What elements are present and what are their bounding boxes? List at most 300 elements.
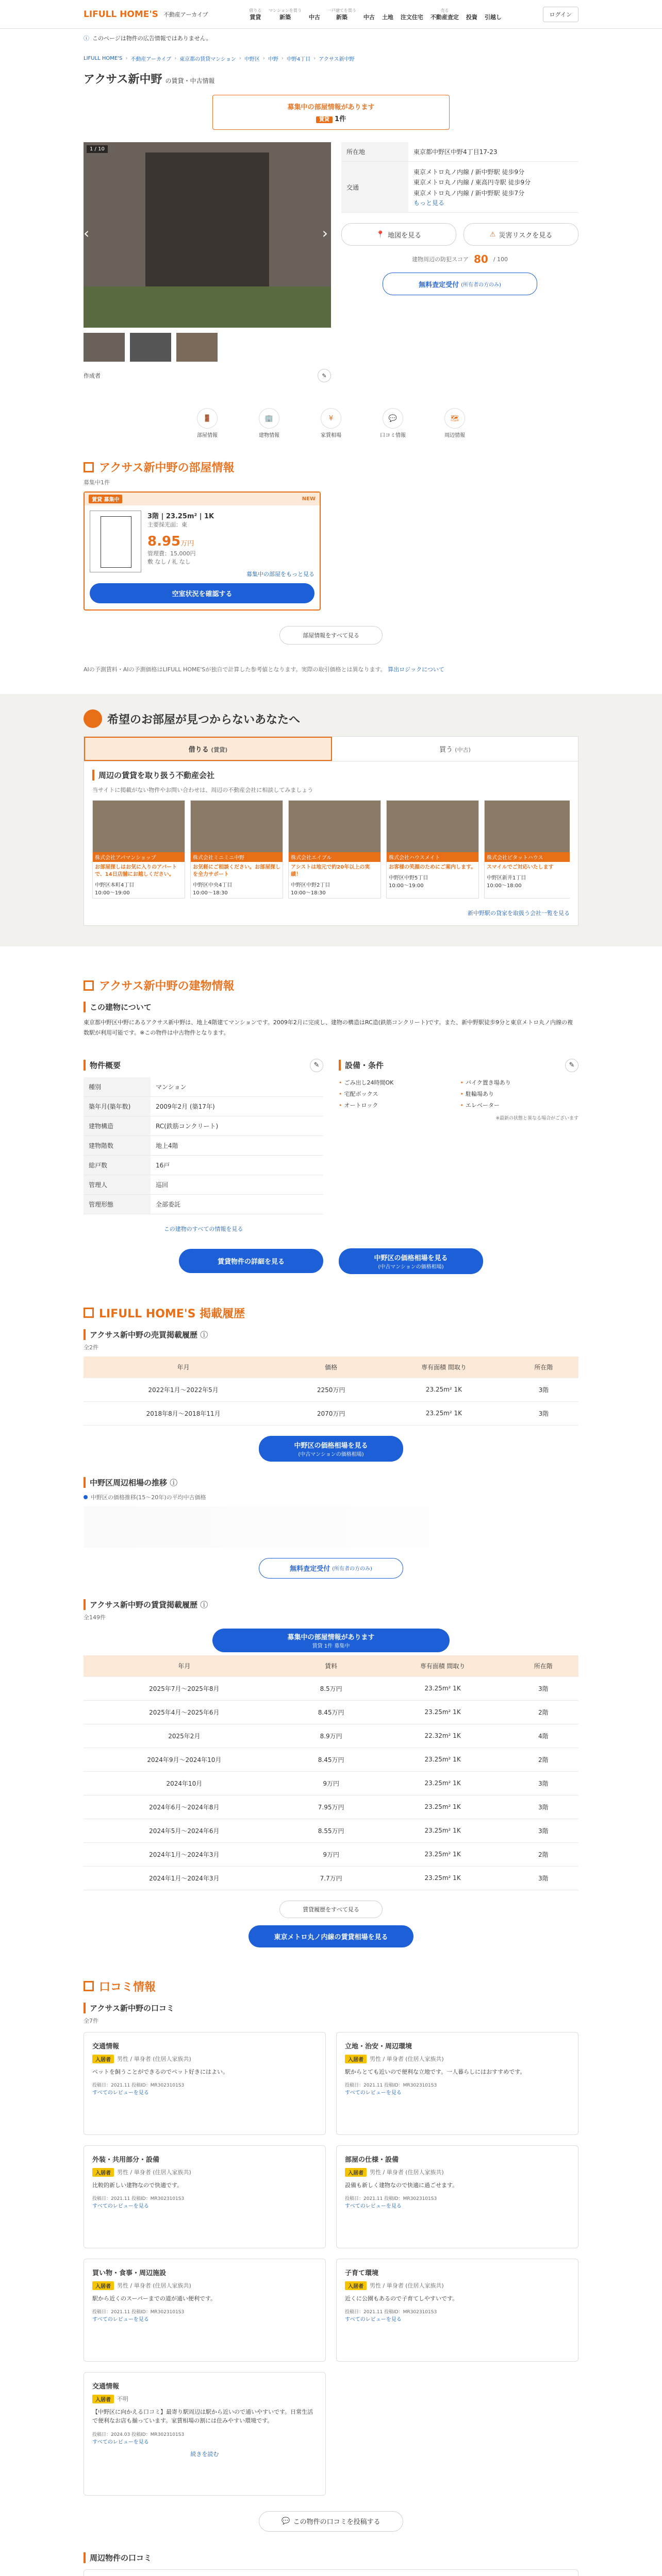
check-vacancy-button[interactable]: 空室状況を確認する bbox=[90, 583, 315, 603]
bullet-icon: • bbox=[339, 1101, 342, 1109]
review-title: 立地・治安・周辺環境 bbox=[345, 2042, 412, 2050]
reviews-subheading: アクサス新中野の口コミ bbox=[84, 2003, 578, 2013]
building-photo[interactable] bbox=[84, 142, 331, 328]
room-mgmt-fee: 管理費：15,000円 bbox=[147, 550, 196, 557]
nav-item[interactable] bbox=[485, 8, 502, 21]
history-icon bbox=[84, 1308, 94, 1318]
review-link[interactable]: すべてのレビューを見る bbox=[345, 2317, 402, 2323]
table-cell: 8.45万円 bbox=[285, 1700, 377, 1724]
review-card bbox=[84, 2032, 326, 2135]
post-review-button[interactable]: 💬 この物件の口コミを投稿する bbox=[259, 2511, 403, 2532]
table-cell: 23.25m² 1K bbox=[379, 1401, 509, 1425]
breadcrumb-separator: › bbox=[281, 56, 284, 61]
table-cell: 23.25m² 1K bbox=[377, 1819, 508, 1842]
breadcrumb-item[interactable]: 中野 bbox=[268, 57, 278, 62]
nav-item-group: 借りる bbox=[249, 8, 262, 13]
review-date: 投稿日：2021.11 投稿ID：MR3023101S3 bbox=[345, 2310, 437, 2315]
rent-history-heading: アクサス新中野の賃貸掲載履歴 ⓘ bbox=[84, 1599, 578, 1610]
agents-list-link[interactable]: 新中野駅の貸家を取扱う会社一覧を見る bbox=[468, 910, 570, 917]
nav-item-label: 新築 bbox=[279, 14, 291, 21]
review-card bbox=[336, 2259, 578, 2362]
overview-row: 管理形態 全部委託 bbox=[84, 1194, 323, 1214]
review-link[interactable]: すべてのレビューを見る bbox=[92, 2439, 149, 2445]
reviewer-tag: 入居者 bbox=[345, 2055, 367, 2063]
trend-heading: 中野区周辺相場の推移 ⓘ bbox=[84, 1477, 578, 1488]
nav-item-group: 売る bbox=[440, 8, 449, 13]
review-date: 投稿日：2024.03 投稿ID：MR3023101S3 bbox=[92, 2432, 185, 2437]
agent-card[interactable] bbox=[190, 800, 283, 899]
review-card bbox=[336, 2145, 578, 2248]
sale-count: 全2件 bbox=[84, 1344, 98, 1351]
table-cell: 7.95万円 bbox=[285, 1795, 377, 1819]
reviewer-info: 男性 / 単身者 (住居人家族共) bbox=[370, 2282, 444, 2290]
overview-row: 建物構造 RC(鉄筋コンクリート) bbox=[84, 1116, 323, 1136]
equipment-list bbox=[339, 1078, 578, 1109]
breadcrumb-separator: › bbox=[239, 56, 241, 61]
sale-area-price-button[interactable]: 中野区の価格相場を見る (中古マンションの価格相場) bbox=[259, 1436, 403, 1462]
agent-hours: 10:00〜19:00 bbox=[95, 890, 130, 896]
table-row bbox=[84, 1748, 578, 1771]
table-row bbox=[84, 1676, 578, 1700]
agent-photo bbox=[93, 801, 185, 852]
building-description: 東京都中野区中野にあるアクサス新中野は、地上4階建てマンションです。2009年2月に完成し、建物の構造はRC造(鉄筋コンクリート)です。また、新中野駅徒歩9分と東京メトロ丸ノ内線の複数駅が利用可能です。※この物件は中古物件となります。 bbox=[84, 1019, 573, 1036]
nav-item-group bbox=[401, 8, 423, 13]
agent-hours: 10:00〜19:00 bbox=[389, 883, 424, 889]
page-title: アクサス新中野 bbox=[84, 73, 162, 86]
comment-icon: 💬 bbox=[282, 2517, 290, 2526]
table-row bbox=[84, 1819, 578, 1842]
breadcrumb-item[interactable]: 不動産アーカイブ bbox=[130, 57, 172, 62]
ai-disclaimer: AIの予測賃料・AIの予測価格はLIFULL HOME'Sが独自で計算した参考値となります。実際の取引価格とは異なります。 bbox=[84, 666, 386, 673]
table-cell: 9万円 bbox=[285, 1771, 377, 1795]
table-row bbox=[84, 1795, 578, 1819]
table-row bbox=[84, 1700, 578, 1724]
next-arrow-icon[interactable]: › bbox=[322, 225, 328, 242]
review-date: 投稿日：2021.11 投稿ID：MR3023101S3 bbox=[345, 2083, 437, 2089]
about-heading: この建物について bbox=[84, 1002, 578, 1012]
more-rooms-link[interactable]: 募集中の部屋をもっと見る bbox=[246, 571, 315, 578]
reviewer-tag: 入居者 bbox=[92, 2168, 114, 2177]
table-cell: 8.55万円 bbox=[285, 1819, 377, 1842]
all-rooms-button[interactable]: 部屋情報をすべて見る bbox=[279, 626, 383, 645]
breadcrumb-separator: › bbox=[174, 56, 177, 61]
table-cell: 8.5万円 bbox=[285, 1676, 377, 1700]
security-score: 80 bbox=[473, 253, 488, 266]
new-badge: NEW bbox=[302, 496, 316, 502]
table-header: 年月 bbox=[84, 1655, 285, 1677]
page-title-sub: の賃貸・中古情報 bbox=[165, 77, 215, 84]
reviewer-info: 男性 / 単身者 (住居人家族共) bbox=[117, 2056, 191, 2063]
breadcrumb-item[interactable]: アクサス新中野 bbox=[319, 57, 355, 62]
agent-card[interactable] bbox=[484, 800, 570, 899]
logo[interactable]: LIFULL HOME'S bbox=[84, 9, 158, 20]
tab-label: 周辺情報 bbox=[444, 433, 465, 438]
agent-card[interactable] bbox=[386, 800, 479, 899]
mascot-icon bbox=[84, 709, 102, 728]
map-icon: 🗺 bbox=[444, 408, 465, 429]
thumb[interactable] bbox=[176, 333, 218, 362]
nav-item-label: 注文住宅 bbox=[400, 14, 423, 21]
section-tabs bbox=[84, 408, 578, 438]
agent-hours: 10:00〜18:30 bbox=[193, 890, 228, 896]
bullet-icon: • bbox=[460, 1101, 464, 1109]
review-link[interactable]: すべてのレビューを見る bbox=[92, 2204, 149, 2210]
nav-item[interactable] bbox=[249, 8, 261, 21]
table-cell: 23.25m² 1K bbox=[379, 1378, 509, 1401]
edit-icon[interactable]: ✎ bbox=[310, 1059, 323, 1072]
review-meta bbox=[92, 2168, 317, 2177]
yen-icon: ¥ bbox=[321, 408, 341, 429]
nav-item[interactable] bbox=[466, 8, 477, 21]
edit-icon[interactable]: ✎ bbox=[565, 1059, 578, 1072]
review-link[interactable]: すべてのレビューを見る bbox=[92, 2090, 149, 2096]
hope-section bbox=[0, 694, 662, 946]
nav-item-group bbox=[309, 8, 320, 13]
breadcrumb-separator: › bbox=[313, 56, 316, 61]
reviewer-info: 男性 / 単身者 (住居人家族共) bbox=[117, 2282, 191, 2290]
agent-carousel bbox=[92, 800, 570, 899]
info-icon: ⓘ bbox=[84, 35, 89, 42]
room-deposit: 敷 なし / 礼 なし bbox=[147, 558, 191, 565]
tab-rent[interactable]: 借りる (賃貸) bbox=[84, 737, 332, 761]
breadcrumb-item[interactable]: 中野区 bbox=[244, 57, 260, 62]
rent-count: 全149件 bbox=[84, 1614, 106, 1621]
review-text: ペットを飼うことができるのでペット好きにはよい。 bbox=[92, 2068, 228, 2075]
table-cell: 2024年1月〜2024年3月 bbox=[84, 1866, 285, 1890]
table-cell: 8.9万円 bbox=[285, 1724, 377, 1748]
reviewer-tag: 入居者 bbox=[92, 2055, 114, 2063]
reviews-heading: 口コミ情報 bbox=[84, 1978, 578, 1994]
table-row bbox=[84, 1378, 578, 1401]
table-cell: 2018年8月〜2018年11月 bbox=[84, 1401, 283, 1425]
rent-detail-button[interactable]: 賃貸物件の詳細を見る bbox=[179, 1249, 323, 1273]
agent-hours: 10:00〜18:30 bbox=[291, 890, 326, 896]
table-row bbox=[84, 1771, 578, 1795]
equipment-note: ※最新の状態と異なる場合がございます bbox=[495, 1115, 578, 1121]
room-status-badge: 賃貸 募集中 bbox=[89, 495, 122, 503]
free-appraisal-button[interactable]: 無料査定受付 (所有者の方のみ) bbox=[383, 273, 537, 295]
logic-link[interactable]: 算出ロジックについて bbox=[388, 666, 444, 673]
review-card bbox=[84, 2372, 326, 2496]
rent-vacancy-banner[interactable]: 募集中の部屋情報があります 賃貸 1件 募集中 bbox=[212, 1629, 450, 1652]
agent-card[interactable] bbox=[92, 800, 185, 899]
nav-item[interactable] bbox=[401, 8, 423, 21]
area-price-button[interactable]: 中野区の価格相場を見る (中古マンションの価格相場) bbox=[339, 1248, 483, 1274]
risk-button[interactable]: ⚠ 災害リスクを見る bbox=[464, 223, 578, 246]
review-title: 部屋の仕様・設備 bbox=[345, 2156, 399, 2164]
agent-hours: 10:00〜18:00 bbox=[487, 883, 522, 889]
breadcrumb-item[interactable]: LIFULL HOME'S bbox=[84, 56, 123, 61]
free-appraisal-button[interactable]: 無料査定受付 (所有者の方のみ) bbox=[259, 1558, 403, 1579]
agent-card[interactable] bbox=[288, 800, 381, 899]
reviewer-info: 男性 / 単身者 (住居人家族共) bbox=[370, 2169, 444, 2176]
rooms-count: 募集中1件 bbox=[84, 479, 110, 486]
nav-item[interactable] bbox=[382, 8, 393, 21]
table-cell: 23.25m² 1K bbox=[377, 1866, 508, 1890]
sale-history-heading: アクサス新中野の売買掲載履歴 ⓘ bbox=[84, 1329, 578, 1340]
nav-item-label: 賃貸 bbox=[250, 14, 261, 21]
review-text: 近くに公園もあるので子育てしやすいです。 bbox=[345, 2295, 458, 2302]
table-cell: 23.25m² 1K bbox=[377, 1748, 508, 1771]
agent-text: アシストは地元で約20年以上の実績！ bbox=[291, 865, 370, 877]
tab-label: 部屋情報 bbox=[197, 433, 218, 438]
overview-row: 築年月(築年数) 2009年2月 (築17年) bbox=[84, 1096, 323, 1116]
rent-history-table bbox=[84, 1655, 578, 1890]
vacancy-banner[interactable] bbox=[212, 95, 450, 130]
room-price: 8.95 bbox=[147, 534, 181, 549]
review-meta bbox=[92, 2055, 317, 2063]
table-header: 賃料 bbox=[285, 1655, 377, 1677]
map-pin-icon: 📍 bbox=[376, 230, 385, 239]
login-button[interactable]: ログイン bbox=[543, 7, 578, 22]
line-rent-price-button[interactable]: 東京メトロ丸ノ内線の賃貸相場を見る bbox=[249, 1925, 413, 1947]
review-link[interactable]: すべてのレビューを見る bbox=[345, 2204, 402, 2210]
help-icon[interactable]: ⓘ bbox=[200, 1330, 208, 1340]
address-table: 所在地 東京都中野区中野4丁目17-23 交通 東京メトロ丸ノ内線 / 新中野駅 徒歩9分 東京メトロ丸ノ内線 / 東高円寺駅 徒歩9分 東京メトロ丸ノ内線 / 新中野駅 徒歩7分 もっと見る bbox=[341, 142, 578, 213]
table-header: 専有面積 間取り bbox=[379, 1357, 509, 1378]
vacancy-banner-title: 募集中の部屋情報があります bbox=[287, 104, 375, 111]
nav-item-group: マンションを買う bbox=[269, 8, 302, 13]
building-icon: 🏢 bbox=[259, 408, 279, 429]
tab-door[interactable] bbox=[187, 408, 228, 438]
review-text: 設備も新しく建物なので快適に過ごせます。 bbox=[345, 2181, 458, 2189]
equipment-item: • ごみ出し24時間OK bbox=[339, 1079, 394, 1086]
review-link[interactable]: すべてのレビューを見る bbox=[92, 2317, 149, 2323]
tab-yen[interactable] bbox=[310, 408, 352, 438]
security-score-max: / 100 bbox=[493, 256, 508, 263]
table-cell: 3階 bbox=[508, 1795, 578, 1819]
security-score-label: 建物周辺の防犯スコア bbox=[411, 256, 469, 263]
agent-access: 中野区中野2丁目 bbox=[291, 883, 330, 888]
room-direction: 主要採光面：東 bbox=[147, 521, 187, 528]
table-row bbox=[84, 1401, 578, 1425]
table-cell: 2025年2月 bbox=[84, 1724, 285, 1748]
review-meta bbox=[92, 2281, 317, 2290]
vacancy-count: 1件 bbox=[335, 115, 346, 123]
floorplan-image bbox=[90, 511, 141, 572]
vacancy-badge: 賃貸 bbox=[316, 116, 333, 123]
table-row bbox=[84, 1842, 578, 1866]
breadcrumb bbox=[84, 55, 578, 62]
nav-item-label: 引越し bbox=[484, 14, 502, 21]
agent-access: 中野区中央4丁目 bbox=[193, 883, 233, 888]
table-cell: 23.25m² 1K bbox=[377, 1771, 508, 1795]
tab-comment[interactable] bbox=[372, 408, 413, 438]
thumb[interactable] bbox=[130, 333, 171, 362]
agent-photo bbox=[289, 801, 380, 852]
table-row bbox=[84, 1866, 578, 1890]
prev-arrow-icon[interactable]: ‹ bbox=[84, 225, 90, 242]
rooms-heading: アクサス新中野の部屋情報 bbox=[84, 459, 578, 475]
table-cell: 2階 bbox=[508, 1700, 578, 1724]
equipment-item: • 宅配ボックス bbox=[339, 1090, 378, 1097]
site-header bbox=[0, 0, 662, 29]
table-header: 所在階 bbox=[509, 1357, 578, 1378]
nav-item-label: 投資 bbox=[466, 14, 477, 21]
table-cell: 23.25m² 1K bbox=[377, 1700, 508, 1724]
trend-chart-blurred bbox=[84, 1506, 578, 1548]
agent-access: 中野区新井1丁目 bbox=[487, 875, 526, 881]
table-cell: 22.32m² 1K bbox=[377, 1724, 508, 1748]
table-cell: 2階 bbox=[508, 1748, 578, 1771]
transit-more-link[interactable]: もっと見る bbox=[413, 199, 445, 207]
door-icon: 🚪 bbox=[197, 408, 218, 429]
reviewer-info: 不明 bbox=[117, 2396, 128, 2403]
table-cell: 2階 bbox=[508, 1842, 578, 1866]
overview-row: 管理人 巡回 bbox=[84, 1175, 323, 1194]
equipment-item: • バイク置き場あり bbox=[460, 1079, 511, 1086]
agent-text: お気軽にご相談ください。お部屋探しを全力サポート bbox=[193, 865, 280, 877]
review-date: 投稿日：2021.11 投稿ID：MR3023101S3 bbox=[92, 2196, 185, 2202]
global-nav bbox=[249, 8, 502, 21]
agent-text: お部屋探しはお気に入りのアパートで、14日店舗にお越しください。 bbox=[95, 865, 177, 877]
review-text: 【中野区に向かえる口コミ】最寄り駅周辺は駅から近いので通いやすいです。日常生活で便利なお店も揃っています。家賃相場の割には住みやすい環境です。 bbox=[92, 2408, 313, 2425]
equipment-heading: 設備・条件 bbox=[339, 1060, 384, 1071]
tab-building[interactable] bbox=[249, 408, 290, 438]
tab-label: 口コミ情報 bbox=[380, 433, 406, 438]
tab-label: 建物情報 bbox=[259, 433, 279, 438]
rent-all-button[interactable]: 賃貸履歴をすべて見る bbox=[279, 1901, 383, 1918]
agent-name: 株式会社アパマンショップ bbox=[93, 852, 185, 862]
table-cell: 2022年1月〜2022年5月 bbox=[84, 1378, 283, 1401]
transit-line: 東京メトロ丸ノ内線 / 新中野駅 徒歩9分 bbox=[413, 168, 525, 176]
review-date: 投稿日：2021.11 投稿ID：MR3023101S3 bbox=[92, 2310, 185, 2315]
overview-more-link[interactable]: この建物のすべての情報を見る bbox=[163, 1225, 243, 1232]
agent-text: スマイルでご対応いたします bbox=[487, 865, 554, 870]
table-cell: 2024年10月 bbox=[84, 1771, 285, 1795]
review-title: 交通情報 bbox=[92, 2042, 120, 2050]
overview-row: 総戸数 16戸 bbox=[84, 1155, 323, 1175]
agent-photo bbox=[191, 801, 283, 852]
table-cell: 3階 bbox=[508, 1819, 578, 1842]
breadcrumb-item[interactable]: 東京都の賃貸マンション bbox=[179, 57, 236, 62]
review-title: 交通情報 bbox=[92, 2382, 120, 2391]
nav-item[interactable] bbox=[327, 8, 356, 21]
building-icon bbox=[84, 462, 94, 472]
equipment-item: • エレベーター bbox=[460, 1101, 500, 1109]
nearby-reviews-heading: 周辺物件の口コミ bbox=[84, 2552, 578, 2563]
table-cell: 9万円 bbox=[285, 1842, 377, 1866]
review-text: 駅からとても近いので便利な立地です。一人暮らしにはおすすめです。 bbox=[345, 2068, 526, 2075]
breadcrumb-item[interactable]: 中野4丁目 bbox=[286, 57, 311, 62]
agents-subheading: 周辺の賃貸を取り扱う不動産会社 bbox=[92, 770, 570, 781]
tab-buy[interactable]: 買う (中古) bbox=[439, 746, 471, 754]
table-cell: 4階 bbox=[508, 1724, 578, 1748]
archive-label: 不動産アーカイブ bbox=[163, 11, 208, 18]
nav-item[interactable] bbox=[363, 8, 375, 21]
table-header: 専有面積 間取り bbox=[377, 1655, 508, 1677]
table-cell: 2024年5月〜2024年6月 bbox=[84, 1819, 285, 1842]
review-text: 駅から近くのスーパーまでの道が通い便利です。 bbox=[92, 2295, 217, 2302]
table-cell: 8.45万円 bbox=[285, 1748, 377, 1771]
notice: ⓘ このページは物件の広告情報ではありません。 bbox=[84, 35, 212, 42]
table-cell: 2024年6月〜2024年8月 bbox=[84, 1795, 285, 1819]
nearby-review-card[interactable] bbox=[84, 2569, 578, 2576]
reviewer-tag: 入居者 bbox=[92, 2395, 114, 2403]
trend-legend: 中野区の価格推移(15〜20年)の平均中古価格 bbox=[84, 1493, 578, 1501]
agent-name: 株式会社ハウスメイト bbox=[387, 852, 478, 862]
review-title: 買い物・食事・周辺施設 bbox=[92, 2269, 167, 2277]
hope-heading: 希望のお部屋が見つからないあなたへ bbox=[84, 709, 578, 728]
transit-line: 東京メトロ丸ノ内線 / 新中野駅 徒歩7分 bbox=[413, 189, 525, 197]
reviewer-tag: 入居者 bbox=[345, 2168, 367, 2177]
tab-map[interactable] bbox=[434, 408, 475, 438]
review-card bbox=[336, 2032, 578, 2135]
read-more-link[interactable]: 続きを読む bbox=[190, 2450, 219, 2458]
agent-photo bbox=[485, 801, 570, 852]
agent-access: 中野区中野5丁目 bbox=[389, 875, 428, 881]
table-cell: 2025年7月〜2025年8月 bbox=[84, 1676, 285, 1700]
nav-item-group bbox=[485, 8, 502, 13]
review-link[interactable]: すべてのレビューを見る bbox=[345, 2090, 402, 2096]
legend-dot-icon bbox=[84, 1495, 88, 1499]
building-icon bbox=[84, 980, 94, 991]
building-heading: アクサス新中野の建物情報 bbox=[84, 977, 578, 993]
help-icon[interactable]: ⓘ bbox=[170, 1478, 178, 1487]
review-meta bbox=[345, 2168, 570, 2177]
map-button[interactable]: 📍 地図を見る bbox=[341, 223, 456, 246]
help-icon[interactable]: ⓘ bbox=[200, 1600, 208, 1609]
reviewer-tag: 入居者 bbox=[92, 2281, 114, 2290]
table-cell: 3階 bbox=[508, 1866, 578, 1890]
table-row bbox=[84, 1724, 578, 1748]
review-title: 子育て環境 bbox=[345, 2269, 379, 2277]
table-cell: 23.25m² 1K bbox=[377, 1795, 508, 1819]
table-cell: 3階 bbox=[509, 1378, 578, 1401]
review-title: 外装・共用部分・設備 bbox=[92, 2156, 160, 2164]
agent-photo bbox=[387, 801, 478, 852]
review-icon bbox=[84, 1981, 94, 1991]
photo-counter: 1 / 10 bbox=[87, 145, 108, 153]
agents-note: 当サイトに掲載がない物件やお問い合わせは、周辺の不動産会社に相談してみましょう bbox=[92, 787, 313, 793]
review-meta bbox=[345, 2055, 570, 2063]
equipment-item: • 駐輪場あり bbox=[460, 1090, 494, 1097]
table-header: 所在階 bbox=[508, 1655, 578, 1677]
nav-item-group bbox=[382, 8, 393, 13]
breadcrumb-separator: › bbox=[262, 56, 265, 61]
reviewer-tag: 入居者 bbox=[345, 2281, 367, 2290]
table-cell: 2024年9月〜2024年10月 bbox=[84, 1748, 285, 1771]
bullet-icon: • bbox=[460, 1079, 464, 1086]
nav-item-group bbox=[363, 8, 375, 13]
table-cell: 3階 bbox=[508, 1771, 578, 1795]
reviews-count: 全7件 bbox=[84, 2017, 98, 2024]
bullet-icon: • bbox=[460, 1090, 464, 1097]
review-grid bbox=[84, 2032, 578, 2496]
sale-history-table bbox=[84, 1357, 578, 1426]
table-cell: 3階 bbox=[509, 1401, 578, 1425]
breadcrumb-separator: › bbox=[125, 56, 128, 61]
table-cell: 2250万円 bbox=[283, 1378, 379, 1401]
edit-icon[interactable]: ✎ bbox=[318, 369, 331, 382]
review-card bbox=[84, 2259, 326, 2362]
thumb[interactable] bbox=[84, 333, 125, 362]
room-floor: 3階 | 23.25m² | 1K bbox=[147, 513, 214, 520]
comment-icon: 💬 bbox=[383, 408, 403, 429]
table-cell: 23.25m² 1K bbox=[377, 1676, 508, 1700]
transit-line: 東京メトロ丸ノ内線 / 東高円寺駅 徒歩9分 bbox=[413, 179, 531, 187]
nav-item[interactable] bbox=[309, 8, 320, 21]
room-card[interactable] bbox=[84, 492, 321, 611]
nav-item[interactable] bbox=[269, 8, 302, 21]
overview-row: 種別 マンション bbox=[84, 1077, 323, 1097]
history-heading: LIFULL HOME'S 掲載履歴 bbox=[84, 1305, 578, 1321]
nav-item[interactable] bbox=[431, 8, 459, 21]
author-label: 作成者 bbox=[84, 372, 101, 379]
review-meta bbox=[345, 2281, 570, 2290]
overview-table bbox=[84, 1077, 323, 1214]
tab-label: 家賃相場 bbox=[321, 433, 341, 438]
